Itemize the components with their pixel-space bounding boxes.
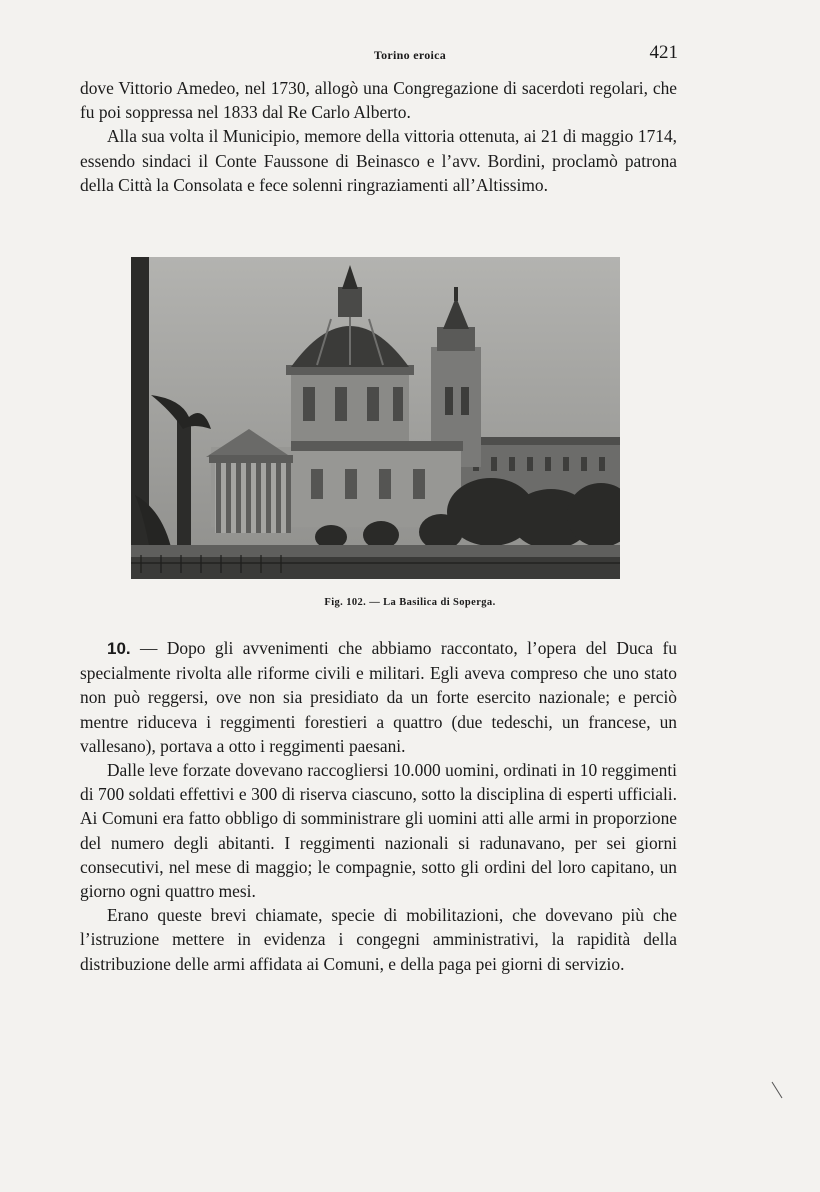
paragraph-section-10 [80, 636, 677, 758]
basilica-illustration [131, 257, 620, 579]
page-number: 421 [649, 42, 678, 63]
scan-mark-icon [770, 1080, 784, 1100]
text-block-top [80, 76, 677, 197]
paragraph: Dalle leve forzate dovevano raccogliersi 10.000 uomini, ordinati in 10 reggimenti di 700 soldati effettivi e 300 di riserva ciascuno, sotto la disciplina di esperti ufficiali. Ai Comuni era fatto obbligo di somministrare gli uomini atti alle armi in proporzione del numero degli abitanti. I reggimenti nazionali si radunavano, per sei giorni consecutivi, nel mese di maggio; le compagnie, sotto gli ordini del loro capitano, un giorno ogni quattro mesi. [80, 760, 677, 902]
paragraph-continuation: dove Vittorio Amedeo, nel 1730, allogò una Congregazione di sacerdoti regolari, che fu poi soppressa nel 1833 dal Re Carlo Alberto. [80, 78, 677, 123]
figure-caption: Fig. 102. — La Basilica di Soperga. [324, 597, 496, 608]
paragraph: Erano queste brevi chiamate, specie di mobilitazioni, che dovevano più che l’istruzione mettere in evidenza i congegni amministrativi, la rapidità della distribuzione delle armi affidata ai Comuni, e della paga pei giorni di servizio. [80, 905, 677, 974]
section-number: 10. [107, 639, 131, 658]
paragraph-text: — Dopo gli avvenimenti che abbiamo raccontato, l’opera del Duca fu specialmente rivolta alle riforme civili e militari. Egli aveva compreso che uno stato non può reggersi, ove non sia presidiato da un forte esercito nazionale; e perciò mentre riduceva i reggimenti forestieri a quattro (due tedeschi, un francese, un vallesano), portava a otto i reggimenti paesani. [80, 638, 677, 756]
paragraph: Alla sua volta il Municipio, memore della vittoria ottenuta, ai 21 di maggio 1714, essendo sindaci il Conte Faussone di Beinasco e l’avv. Bordini, proclamò patrona della Città la Consolata e fece solenni ringraziamenti all’Altissimo. [80, 126, 677, 195]
basilica-photo [131, 257, 620, 579]
running-head [0, 40, 820, 64]
running-title: Torino eroica [373, 48, 447, 62]
text-block-bottom [80, 636, 677, 976]
